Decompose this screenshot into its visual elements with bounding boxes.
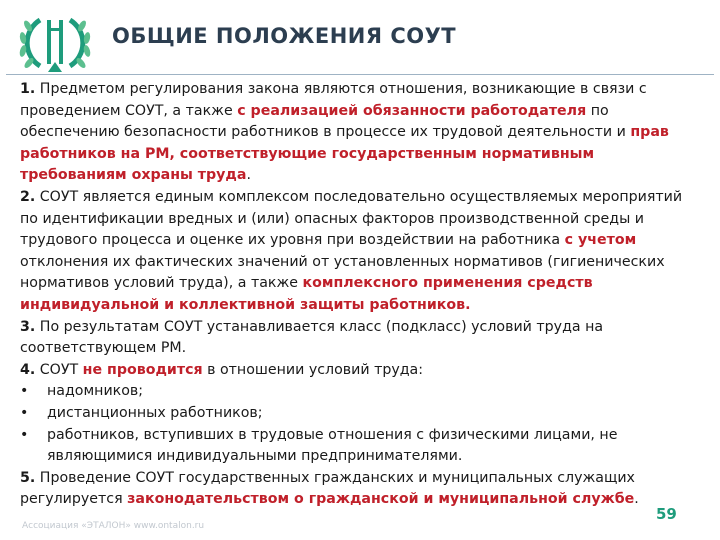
highlight-text: с реализацией обязанности работодателя — [237, 102, 587, 119]
bullet-icon: • — [20, 404, 29, 421]
content-body — [20, 79, 698, 511]
paragraph-3 — [20, 317, 698, 360]
association-emblem-icon — [14, 6, 96, 78]
paragraph-text: . — [246, 167, 251, 184]
list-item — [20, 403, 698, 425]
paragraph-text: . — [634, 491, 639, 508]
list-item-text: дистанционных работников; — [47, 404, 263, 421]
paragraph-text: по обеспечению безопасности работников в процессе их трудовой деятельности и — [20, 102, 631, 141]
list-item-text: работников, вступивших в трудовые отношения с физическими лицами, не являющимися индивидуальными предпринимателями. — [47, 426, 618, 465]
paragraph-text: Предметом регулирования закона являются отношения, возникающие в связи с проведением СОУТ, а также — [20, 81, 647, 119]
list-item-text: надомников; — [47, 383, 144, 400]
paragraph-text: СОУТ — [35, 361, 83, 378]
footer-text: Ассоциация «ЭТАЛОН» www.ontalon.ru — [22, 521, 205, 531]
paragraph-text: отклонения их фактических значений от установленных нормативов (гигиенических нормативов условий труда), а также — [20, 253, 665, 292]
page-title: ОБЩИЕ ПОЛОЖЕНИЯ СОУТ — [112, 24, 457, 48]
paragraph-number: 1. — [20, 81, 36, 97]
list-item — [20, 381, 698, 403]
title-divider — [6, 74, 714, 75]
bullet-icon: • — [20, 426, 29, 443]
highlight-text: с учетом — [564, 232, 637, 249]
page-number: 59 — [656, 505, 677, 523]
paragraph-1 — [20, 79, 698, 187]
highlight-text: комплексного применения средств индивидуальной и коллективной защиты работников. — [20, 275, 593, 313]
bullet-icon: • — [20, 383, 29, 400]
paragraph-4 — [20, 360, 698, 382]
paragraph-number: 2. — [20, 188, 36, 205]
highlight-text: не проводится — [82, 361, 203, 378]
paragraph-5 — [20, 468, 698, 511]
highlight-text: прав работников на РМ, соответствующие государственным нормативным требованиям охраны труда — [20, 124, 669, 184]
paragraph-number: 5. — [20, 469, 36, 486]
paragraph-text: Проведение СОУТ государственных гражданских и муниципальных служащих регулируется — [20, 469, 635, 508]
paragraph-text: По результатам СОУТ устанавливается класс (подкласс) условий труда на соответствующем РМ. — [20, 318, 604, 357]
paragraph-number: 3. — [20, 318, 36, 335]
list-item — [20, 425, 698, 468]
paragraph-2 — [20, 187, 698, 317]
paragraph-text: СОУТ является единым комплексом последовательно осуществляемых мероприятий по идентификации вредных и (или) опасных факторов производственной среды и трудового процесса и оценке их уровня при воздействии на работника — [20, 188, 683, 249]
highlight-text: законодательством о гражданской и муниципальной службе — [127, 491, 635, 508]
paragraph-text: в отношении условий труда: — [202, 361, 424, 378]
paragraph-number: 4. — [20, 361, 36, 378]
